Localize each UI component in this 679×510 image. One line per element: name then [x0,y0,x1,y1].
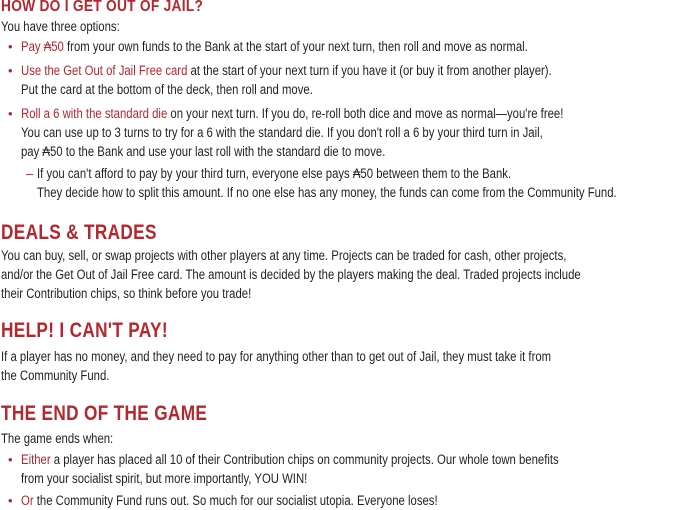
help-line2: the Community Fund. [1,368,110,383]
end-option-or-text: the Community Fund runs out. So much for our socialist utopia. Everyone loses! [33,493,438,508]
jail-option-roll-line3: pay ₳50 to the Bank and use your last roll with the standard die to move. [21,144,386,159]
deals-heading: DEALS & TRADES [1,221,157,244]
end-option-either-lead: Either [21,452,51,467]
end-option-either-text: a player has placed all 10 of their Contribution chips on community projects. Our whole town benefits [50,452,559,467]
bullet-icon: • [8,63,13,78]
jail-heading: HOW DO I GET OUT OF JAIL? [1,0,204,15]
end-heading: THE END OF THE GAME [1,402,208,425]
end-option-either [21,450,559,469]
jail-option-pay [21,37,528,56]
bullet-icon: • [8,39,13,54]
end-intro: The game ends when: [1,431,114,446]
deals-line1: You can buy, sell, or swap projects with other players at any time. Projects can be traded for cash, other projects, [1,248,567,263]
end-option-either-line2: from your socialist spirit, but more importantly, YOU WIN! [21,471,308,486]
jail-option-card [21,61,552,80]
bullet-icon: • [8,452,13,467]
jail-option-roll-line2: You can use up to 3 turns to try for a 6 with the standard die. If you don't roll a 6 by your third turn in Jail, [21,125,543,140]
jail-sub-line1: If you can't afford to pay by your third turn, everyone else pays ₳50 between them to the Bank. [37,166,512,181]
bullet-icon: • [8,493,13,508]
deals-line3: their Contribution chips, so think before you trade! [1,286,252,301]
jail-option-roll [21,104,563,123]
jail-option-roll-text: on your next turn. If you do, re-roll both dice and move as normal—you're free! [167,106,564,121]
jail-option-card-lead: Use the Get Out of Jail Free card [21,63,188,78]
jail-option-pay-lead: Pay ₳50 [21,39,64,54]
help-heading: HELP! I CAN'T PAY! [1,319,168,342]
jail-option-card-text: at the start of your next turn if you have it (or buy it from another player). [187,63,552,78]
help-line1: If a player has no money, and they need to pay for anything other than to get out of Jail, they must take it from [1,349,552,364]
jail-option-roll-lead: Roll a 6 with the standard die [21,106,168,121]
deals-line2: and/or the Get Out of Jail Free card. The amount is decided by the players making the deal. Traded projects include [1,267,581,282]
end-option-or-lead: Or [21,493,34,508]
jail-option-pay-text: from your own funds to the Bank at the start of your next turn, then roll and move as normal. [63,39,528,54]
end-option-or [21,491,438,510]
bullet-icon: • [8,106,13,121]
dash-icon: – [26,166,34,181]
jail-sub-line2: They decide how to split this amount. If no one else has any money, the funds can come from the Community Fund. [37,185,617,200]
jail-intro: You have three options: [1,19,120,34]
jail-option-card-line2: Put the card at the bottom of the deck, then roll and move. [21,82,313,97]
